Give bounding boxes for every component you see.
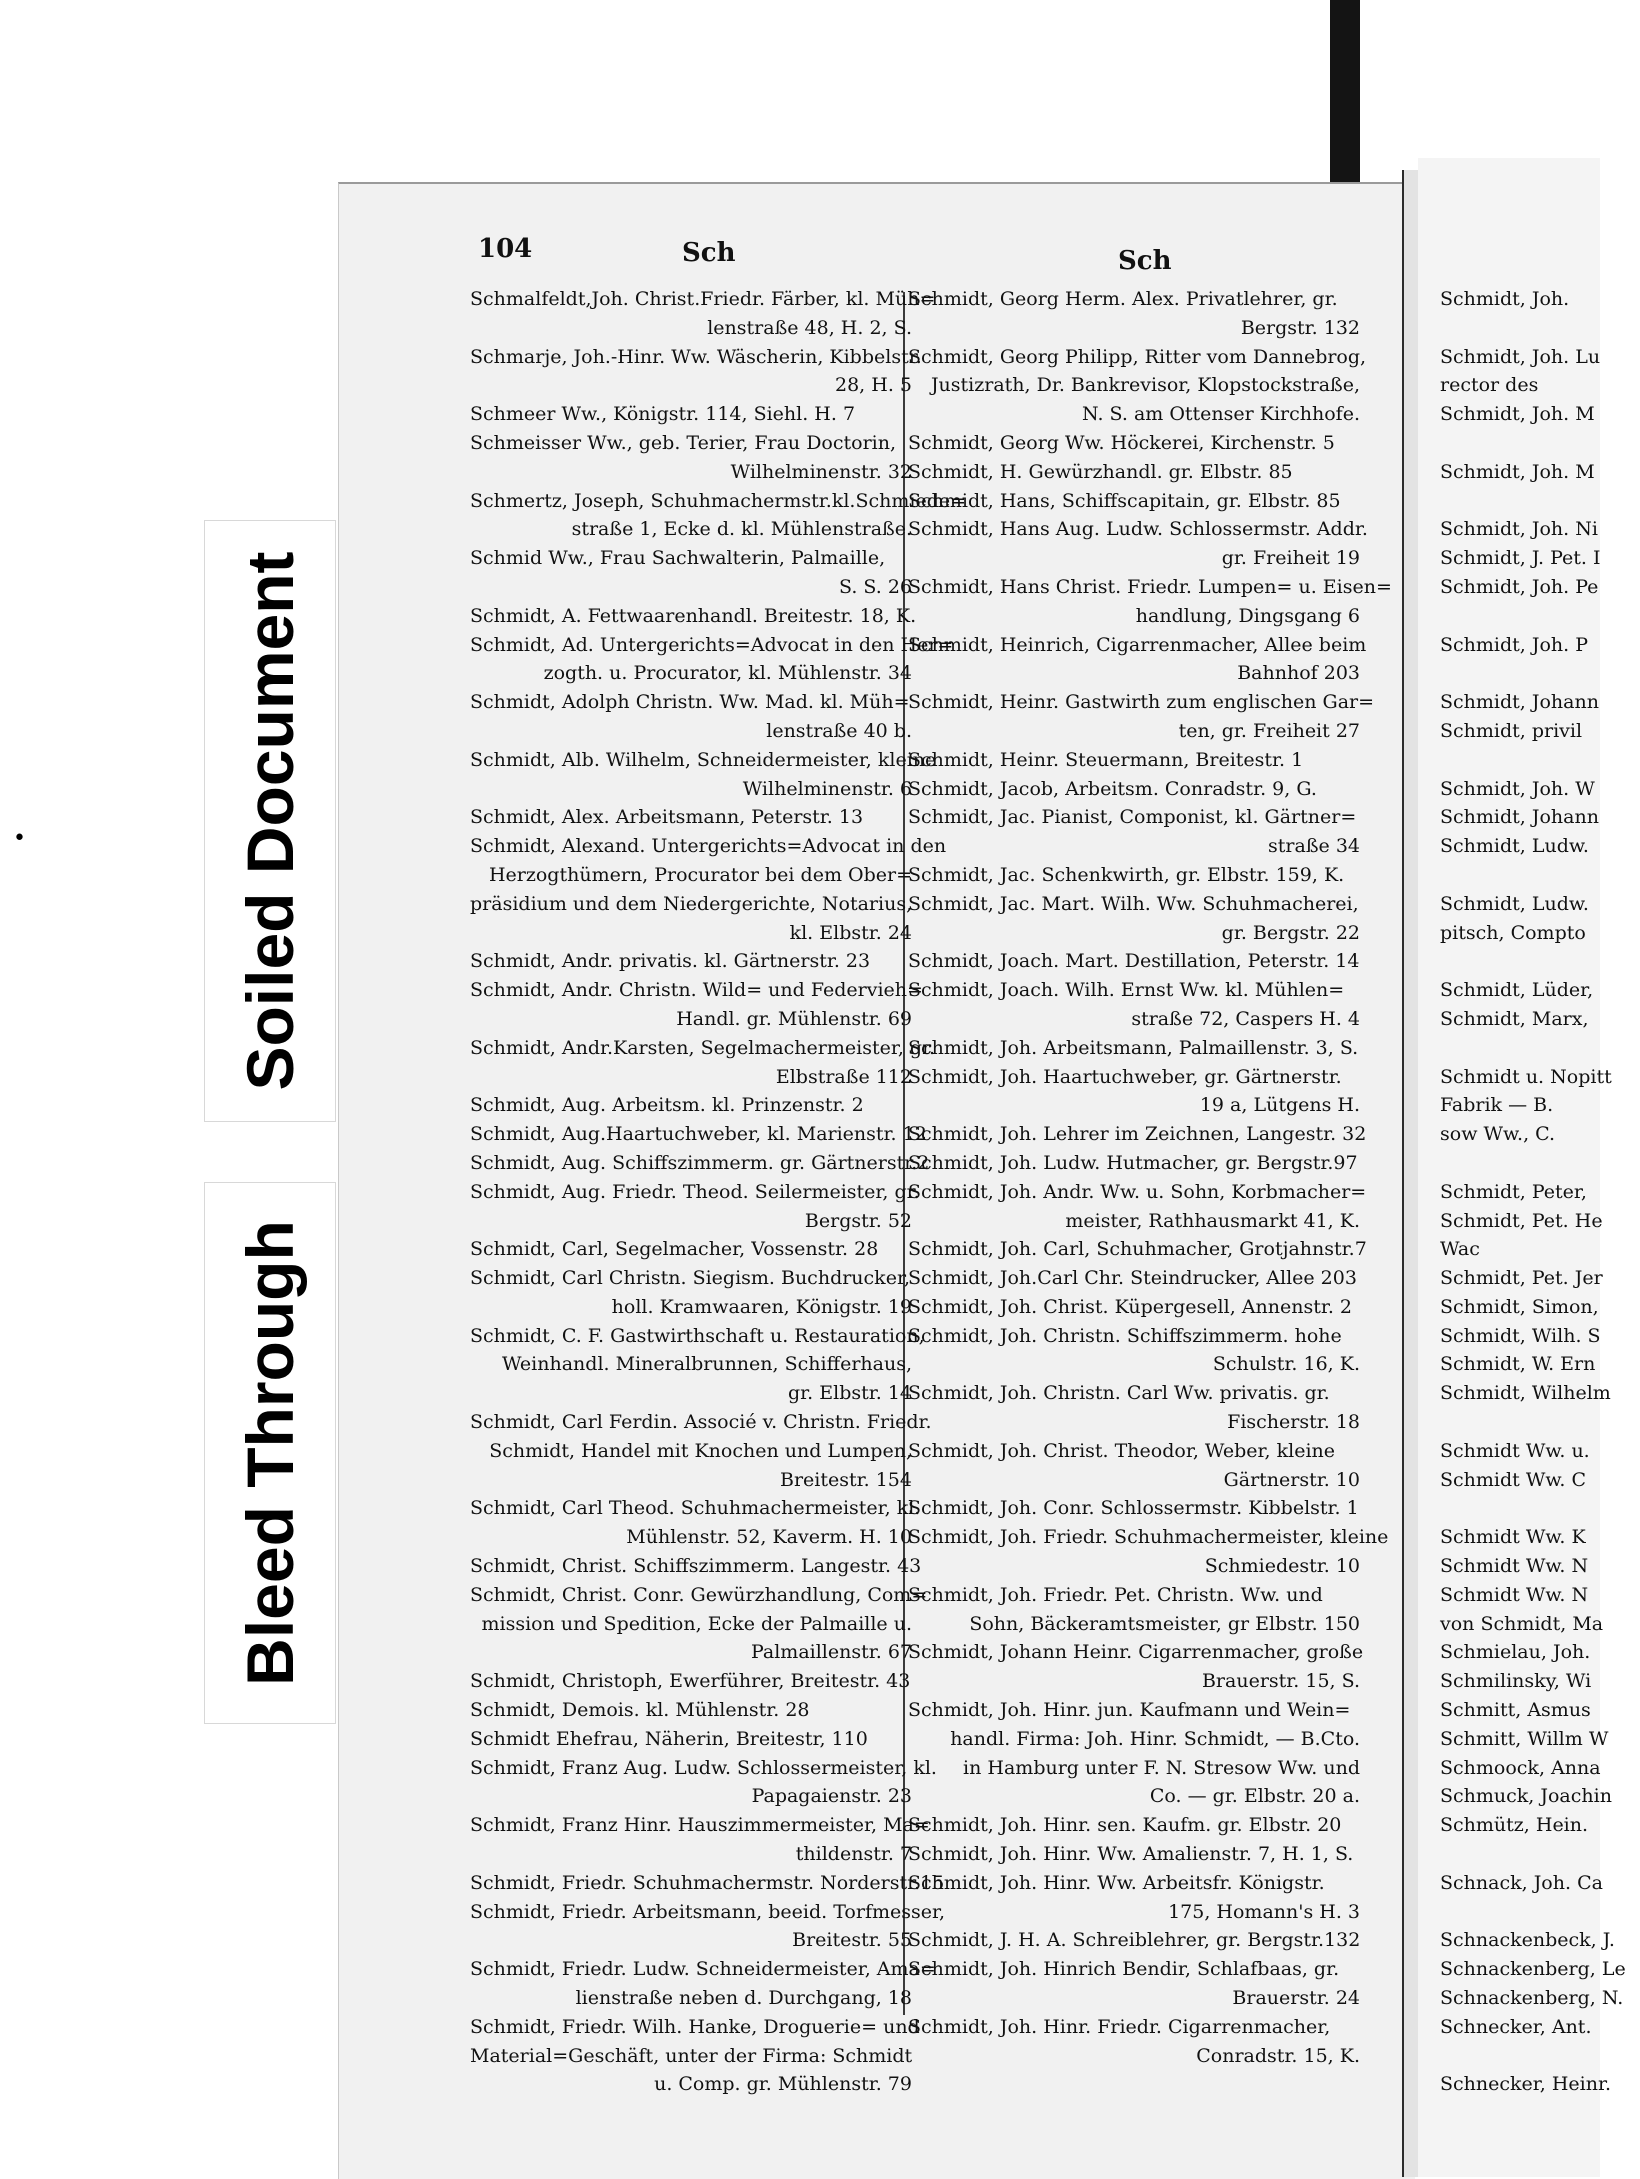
bleed-through-label: [204, 1182, 336, 1724]
directory-line: N. S. am Ottenser Kirchhofe.: [1082, 403, 1360, 426]
page-gutter: [1402, 170, 1418, 2177]
directory-line: Schmidt, Heinrich, Cigarrenmacher, Allee beim: [908, 633, 1367, 656]
directory-line: [1440, 602, 1640, 631]
directory-line: Schmidt, Aug. Arbeitsm. kl. Prinzenstr. 2: [470, 1094, 864, 1117]
directory-line: [1440, 1408, 1640, 1437]
directory-line: [1440, 429, 1640, 458]
directory-line: Breitestr. 55: [792, 1929, 912, 1952]
directory-line: Schmitt, Willm W: [1440, 1727, 1609, 1750]
directory-line: Schmeisser Ww., geb. Terier, Frau Doctorin,: [470, 431, 897, 454]
directory-line: Schmilinsky, Wi: [1440, 1670, 1592, 1693]
directory-line: Schmidt, Joh. Lehrer im Zeichnen, Langestr. 32: [908, 1123, 1367, 1146]
directory-line: [1440, 1898, 1640, 1927]
directory-line: handl. Firma: Joh. Hinr. Schmidt, — B.Cto.: [950, 1727, 1360, 1750]
directory-line: 175, Homann's H. 3: [1168, 1900, 1360, 1923]
directory-line: mission und Spedition, Ecke der Palmaille u.: [481, 1612, 912, 1635]
soiled-document-label: [204, 520, 336, 1122]
directory-line: Herzogthümern, Procurator bei dem Ober=: [488, 863, 912, 886]
directory-line: Schmidt, Joh. Christ. Küpergesell, Annenstr. 2: [908, 1295, 1352, 1318]
directory-line: Schmidt, Christ. Schiffszimmerm. Langestr. 43: [470, 1555, 922, 1578]
directory-line: Schmidt Ehefrau, Näherin, Breitestr, 110: [470, 1727, 868, 1750]
directory-line: Bahnhof 203: [1237, 662, 1360, 685]
directory-line: Schulstr. 16, K.: [1212, 1353, 1360, 1376]
left-column: [470, 285, 967, 2099]
directory-line: Schmidt, Joh. Friedr. Pet. Christn. Ww. und: [908, 1583, 1323, 1606]
directory-line: Schmidt, Joh. Hinr. Friedr. Cigarrenmacher,: [908, 2015, 1331, 2038]
directory-line: Schmütz, Hein.: [1440, 1814, 1589, 1837]
directory-line: Schmitt, Asmus: [1440, 1699, 1591, 1722]
directory-line: Schmidt, Hans Christ. Friedr. Lumpen= u. Eisen=: [908, 575, 1392, 598]
directory-line: Schmidt, Joach. Wilh. Ernst Ww. kl. Mühlen=: [908, 979, 1345, 1002]
directory-line: Schmidt Ww. C: [1440, 1468, 1586, 1491]
directory-line: Schmidt, Andr. privatis. kl. Gärtnerstr. 23: [470, 950, 871, 973]
directory-line: holl. Kramwaaren, Königstr. 19: [611, 1295, 912, 1318]
directory-line: Fabrik — B.: [1440, 1094, 1554, 1117]
directory-line: Brauerstr. 24: [1232, 1987, 1360, 2010]
directory-line: 28, H. 5: [835, 374, 912, 397]
directory-line: Schmidt, Alex. Arbeitsmann, Peterstr. 13: [470, 806, 864, 829]
directory-line: Schmidt, Marx,: [1440, 1007, 1589, 1030]
directory-line: Schmidt, Joach. Mart. Destillation, Peterstr. 14: [908, 950, 1360, 973]
directory-line: Schmidt, J. H. A. Schreiblehrer, gr. Bergstr.132: [908, 1929, 1361, 1952]
directory-line: Schmidt, Joh. P: [1440, 633, 1589, 656]
directory-line: gr. Elbstr. 14: [788, 1382, 912, 1405]
directory-line: Schmidt, Georg Ww. Höckerei, Kirchenstr. 5: [908, 431, 1335, 454]
directory-line: Co. — gr. Elbstr. 20 a.: [1149, 1785, 1360, 1808]
directory-line: Mühlenstr. 52, Kaverm. H. 10: [626, 1526, 912, 1549]
page-number: 104: [478, 234, 533, 264]
directory-line: Schmidt Ww. N: [1440, 1583, 1589, 1606]
directory-line: Schmidt, Joh. Hinr. sen. Kaufm. gr. Elbstr. 20: [908, 1814, 1342, 1837]
directory-line: gr. Bergstr. 22: [1221, 921, 1360, 944]
directory-line: Schmidt, Carl Ferdin. Associé v. Christn. Friedr.: [470, 1411, 932, 1434]
directory-line: Schmiedestr. 10: [1204, 1555, 1360, 1578]
directory-line: Schmeer Ww., Königstr. 114, Siehl. H. 7: [470, 403, 856, 426]
directory-line: Schmidt, Joh. Haartuchweber, gr. Gärtnerstr.: [908, 1065, 1342, 1088]
directory-line: Schnecker, Ant.: [1440, 2015, 1592, 2038]
directory-line: Schmid Ww., Frau Sachwalterin, Palmaille,: [470, 547, 886, 570]
directory-line: Schmidt, A. Fettwaarenhandl. Breitestr. 18, K.: [470, 604, 917, 627]
directory-line: ten, gr. Freiheit 27: [1178, 719, 1360, 742]
directory-line: Schmidt, Carl, Segelmacher, Vossenstr. 28: [470, 1238, 879, 1261]
directory-line: u. Comp. gr. Mühlenstr. 79: [654, 2073, 912, 2096]
directory-line: [1440, 861, 1640, 890]
directory-line: Schmidt, Joh. Carl, Schuhmacher, Grotjahnstr.7: [908, 1238, 1367, 1261]
directory-line: straße 34: [1268, 835, 1360, 858]
directory-line: Schmalfeldt,Joh. Christ.Friedr. Färber, kl. Müh=: [470, 288, 936, 310]
directory-line: Schmidt, Christ. Conr. Gewürzhandlung, Com=: [470, 1583, 928, 1606]
directory-line: Schmertz, Joseph, Schuhmachermstr.kl.Schmiede=: [470, 489, 967, 512]
directory-line: Schmidt, Alb. Wilhelm, Schneidermeister, kleine: [470, 748, 937, 771]
directory-line: Schmidt, Joh. M: [1440, 403, 1595, 426]
directory-line: Schmidt, Heinr. Gastwirth zum englischen Gar=: [908, 691, 1375, 714]
directory-line: Schmidt, Joh. M: [1440, 460, 1595, 483]
directory-line: Wilhelminenstr. 32: [730, 460, 912, 483]
directory-line: Schmidt Ww. N: [1440, 1555, 1589, 1578]
directory-line: straße 1, Ecke d. kl. Mühlenstraße.: [571, 518, 912, 541]
left-column-heading: Sch: [682, 238, 736, 268]
directory-line: Handl. gr. Mühlenstr. 69: [676, 1007, 912, 1030]
directory-line: Schmidt, Adolph Christn. Ww. Mad. kl. Müh=: [470, 691, 910, 714]
middle-column-heading: Sch: [1118, 246, 1172, 276]
directory-line: Schmidt, Ad. Untergerichts=Advocat in den Her=: [470, 633, 954, 656]
directory-line: Schmidt, Jacob, Arbeitsm. Conradstr. 9, G.: [908, 777, 1317, 800]
directory-line: [1440, 1840, 1640, 1869]
directory-line: Material=Geschäft, unter der Firma: Schmidt: [470, 2044, 913, 2067]
directory-line: Schmidt Ww. K: [1440, 1526, 1586, 1549]
directory-line: Schmidt, C. F. Gastwirthschaft u. Restauration,: [470, 1324, 925, 1347]
directory-line: Schmidt, Franz Aug. Ludw. Schlossermeister, kl.: [470, 1756, 937, 1779]
directory-line: Schmidt, Jac. Pianist, Componist, kl. Gärtner=: [908, 806, 1357, 829]
directory-line: Schmidt, Friedr. Wilh. Hanke, Droguerie= und: [470, 2015, 920, 2038]
directory-line: handlung, Dingsgang 6: [1135, 604, 1360, 627]
directory-line: Schmidt, Pet. Jer: [1440, 1267, 1603, 1290]
directory-line: Conradstr. 15, K.: [1196, 2044, 1360, 2067]
directory-line: Schnackenbeck, J.: [1440, 1929, 1615, 1952]
directory-line: Schmidt, Joh. Pe: [1440, 575, 1599, 598]
directory-line: Schmidt, Pet. He: [1440, 1209, 1603, 1232]
directory-line: Schmidt, Demois. kl. Mühlenstr. 28: [470, 1699, 810, 1722]
directory-line: Schmidt, Joh. Hinr. Ww. Arbeitsfr. Königstr.: [908, 1871, 1325, 1894]
directory-line: Schmidt, Wilh. S: [1440, 1324, 1601, 1347]
directory-line: straße 72, Caspers H. 4: [1131, 1007, 1360, 1030]
directory-line: Schmidt, Carl Christn. Siegism. Buchdrucker,: [470, 1267, 910, 1290]
directory-line: Schmidt, Joh. Ludw. Hutmacher, gr. Bergstr.97: [908, 1151, 1358, 1174]
directory-line: Schmidt, H. Gewürzhandl. gr. Elbstr. 85: [908, 460, 1293, 483]
directory-line: Schmidt Ww. u.: [1440, 1439, 1590, 1462]
directory-line: Schmidt, Joh. Conr. Schlossermstr. Kibbelstr. 1: [908, 1497, 1359, 1520]
directory-line: lenstraße 48, H. 2, S.: [707, 316, 912, 339]
directory-line: Schmidt, Joh. Christ. Theodor, Weber, kleine: [908, 1439, 1335, 1462]
directory-line: Schmidt, Jac. Schenkwirth, gr. Elbstr. 159, K.: [908, 863, 1345, 886]
directory-line: Schmarje, Joh.-Hinr. Ww. Wäscherin, Kibbelstr.: [470, 345, 922, 368]
directory-line: [1440, 659, 1640, 688]
directory-line: Schmidt, Joh.Carl Chr. Steindrucker, Allee 203: [908, 1267, 1357, 1290]
directory-line: Schmidt, Joh. Hinr. Ww. Amalienstr. 7, H. 1, S.: [908, 1843, 1354, 1866]
directory-line: Sohn, Bäckeramtsmeister, gr Elbstr. 150: [969, 1612, 1360, 1635]
directory-line: Schmidt, Aug. Schiffszimmerm. gr. Gärtnerstr.2: [470, 1151, 930, 1174]
directory-line: gr. Freiheit 19: [1221, 547, 1360, 570]
middle-column: [908, 285, 1392, 2070]
directory-line: Schmidt, Georg Philipp, Ritter vom Dannebrog,: [908, 345, 1367, 368]
directory-line: Schmidt, Aug. Friedr. Theod. Seilermeister, gr.: [470, 1180, 920, 1203]
directory-line: Bergstr. 132: [1240, 316, 1360, 339]
directory-line: Schmidt, Joh. Christn. Carl Ww. privatis. gr.: [908, 1382, 1330, 1405]
directory-line: Schmidt, Wilhelm: [1440, 1382, 1611, 1405]
directory-line: Schmidt, Johann: [1440, 806, 1599, 829]
directory-line: in Hamburg unter F. N. Stresow Ww. und: [963, 1756, 1360, 1779]
directory-line: Schmidt u. Nopitt: [1440, 1065, 1612, 1088]
directory-line: Schmidt, Friedr. Ludw. Schneidermeister, Ama=: [470, 1958, 936, 1981]
bleed-through-text: Bleed Through: [233, 1220, 307, 1686]
directory-line: Schnecker, Heinr.: [1440, 2073, 1612, 2096]
directory-line: rector des: [1440, 374, 1539, 397]
directory-line: lienstraße neben d. Durchgang, 18: [575, 1987, 912, 2010]
directory-line: Schnackenberg, Le: [1440, 1958, 1626, 1981]
directory-line: von Schmidt, Ma: [1440, 1612, 1604, 1635]
facing-page-column: [1440, 285, 1640, 2099]
directory-line: Schmidt, Andr. Christn. Wild= und Federvieh=: [470, 979, 923, 1002]
directory-line: Schmidt, Johann Heinr. Cigarrenmacher, große: [908, 1641, 1364, 1664]
directory-line: [1440, 1149, 1640, 1178]
directory-line: Schmidt, Joh. Hinr. jun. Kaufmann und Wein=: [908, 1699, 1351, 1722]
directory-line: thildenstr. 7: [795, 1843, 912, 1866]
directory-line: Papagaienstr. 23: [751, 1785, 912, 1808]
directory-line: Schnackenberg, N.: [1440, 1987, 1624, 2010]
directory-line: Schmidt, Hans, Schiffscapitain, gr. Elbstr. 85: [908, 489, 1341, 512]
directory-line: Schmidt, Joh. Andr. Ww. u. Sohn, Korbmacher=: [908, 1180, 1367, 1203]
soiled-document-text: Soiled Document: [233, 551, 307, 1091]
directory-line: lenstraße 40 b.: [766, 719, 912, 742]
directory-line: Fischerstr. 18: [1227, 1411, 1360, 1434]
directory-line: Schmuck, Joachin: [1440, 1785, 1612, 1808]
directory-line: Schmidt, Hans Aug. Ludw. Schlossermstr. Addr.: [908, 518, 1368, 541]
directory-line: präsidium und dem Niedergerichte, Notarius,: [470, 892, 913, 915]
directory-line: Schmidt, Ludw.: [1440, 892, 1589, 915]
directory-line: Schmidt, Alexand. Untergerichts=Advocat in den: [470, 835, 947, 858]
directory-line: Schmidt, Joh. W: [1440, 777, 1595, 800]
directory-line: Weinhandl. Mineralbrunnen, Schifferhaus,: [501, 1353, 912, 1376]
directory-line: [1440, 487, 1640, 516]
directory-line: Elbstraße 112: [775, 1065, 912, 1088]
directory-line: Schmidt, Carl Theod. Schuhmachermeister, kl.: [470, 1497, 921, 1520]
directory-line: zogth. u. Procurator, kl. Mühlenstr. 34: [543, 662, 912, 685]
directory-line: Schmidt, Joh. Christn. Schiffszimmerm. hohe: [908, 1324, 1342, 1347]
directory-line: kl. Elbstr. 24: [789, 921, 912, 944]
directory-line: Schmidt, Joh.: [1440, 288, 1570, 310]
directory-line: Schmidt, Christoph, Ewerführer, Breitestr. 43: [470, 1670, 911, 1693]
directory-line: Schmidt, Andr.Karsten, Segelmachermeister, gr.: [470, 1036, 936, 1059]
directory-line: [1440, 2042, 1640, 2071]
directory-line: Schmidt, Joh. Hinrich Bendir, Schlafbaas, gr.: [908, 1958, 1340, 1981]
scan-speck: •: [13, 826, 26, 851]
directory-line: Schmidt, Johann: [1440, 691, 1599, 714]
directory-line: Schmidt, Simon,: [1440, 1295, 1599, 1318]
directory-line: pitsch, Compto: [1440, 921, 1586, 944]
directory-line: Justizrath, Dr. Bankrevisor, Klopstockstraße,: [930, 374, 1360, 397]
directory-line: Palmaillenstr. 67: [750, 1641, 912, 1664]
directory-line: Schmidt, Heinr. Steuermann, Breitestr. 1: [908, 748, 1304, 771]
directory-line: S. S. 26: [838, 575, 912, 598]
directory-line: Wac: [1440, 1238, 1480, 1261]
directory-line: Wilhelminenstr. 6: [742, 777, 912, 800]
directory-line: Schmielau, Joh.: [1440, 1641, 1591, 1664]
directory-line: Brauerstr. 15, S.: [1201, 1670, 1360, 1693]
directory-line: Schmidt, Joh. Ni: [1440, 518, 1598, 541]
directory-line: Schmidt, Friedr. Schuhmachermstr. Norderstr.15: [470, 1871, 945, 1894]
directory-line: Bergstr. 52: [804, 1209, 912, 1232]
directory-line: [1440, 1034, 1640, 1063]
directory-line: Schmidt, Aug.Haartuchweber, kl. Marienstr. 12: [470, 1123, 927, 1146]
directory-line: Schmidt, Franz Hinr. Hauszimmermeister, Ma=: [470, 1814, 930, 1837]
directory-line: Schmidt, W. Ern: [1440, 1353, 1596, 1376]
directory-line: Schmidt, Handel mit Knochen und Lumpen,: [489, 1439, 912, 1462]
directory-line: 19 a, Lütgens H.: [1199, 1094, 1360, 1117]
directory-line: Schmidt, privil: [1440, 719, 1583, 742]
directory-line: Schmidt, Joh. Arbeitsmann, Palmaillenstr. 3, S.: [908, 1036, 1359, 1059]
directory-line: meister, Rathhausmarkt 41, K.: [1065, 1209, 1360, 1232]
directory-line: [1440, 314, 1640, 343]
directory-line: Schmidt, Jac. Mart. Wilh. Ww. Schuhmacherei,: [908, 892, 1359, 915]
directory-line: Schmidt, J. Pet. I: [1440, 547, 1601, 570]
directory-line: Gärtnerstr. 10: [1223, 1468, 1360, 1491]
directory-line: Schmidt, Ludw.: [1440, 835, 1589, 858]
directory-line: Schmidt, Joh. Lu: [1440, 345, 1601, 368]
directory-line: Schnack, Joh. Ca: [1440, 1871, 1603, 1894]
directory-line: Schmidt, Friedr. Arbeitsmann, beeid. Torfmesser,: [470, 1900, 946, 1923]
directory-line: Schmidt, Georg Herm. Alex. Privatlehrer, gr.: [908, 288, 1338, 310]
directory-line: [1440, 947, 1640, 976]
directory-line: [1440, 1494, 1640, 1523]
directory-line: sow Ww., C.: [1440, 1123, 1556, 1146]
directory-line: Breitestr. 154: [780, 1468, 912, 1491]
directory-line: Schmidt, Lüder,: [1440, 979, 1594, 1002]
directory-line: Schmidt, Peter,: [1440, 1180, 1587, 1203]
directory-line: Schmidt, Joh. Friedr. Schuhmachermeister, kleine: [908, 1526, 1389, 1549]
directory-line: [1440, 746, 1640, 775]
directory-line: Schmoock, Anna: [1440, 1756, 1601, 1779]
